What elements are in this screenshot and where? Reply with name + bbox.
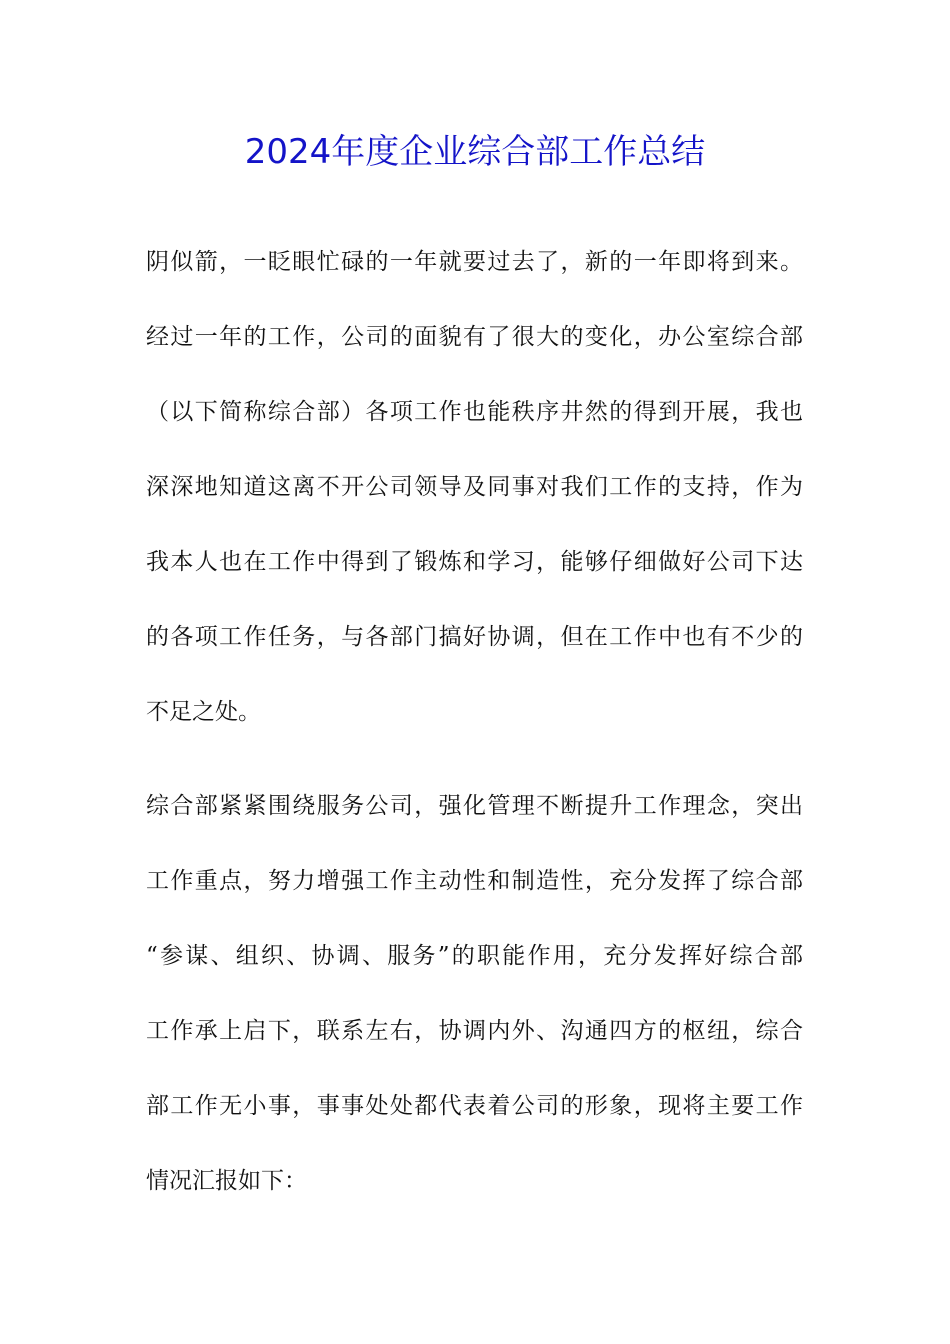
text-line: 部工作无小事，事事处处都代表着公司的形象，现将主要工作 [146,1093,803,1119]
document-title: 2024年度企业综合部工作总结 [244,132,706,172]
text-line: 我本人也在工作中得到了锻炼和学习，能够仔细做好公司下达 [146,549,803,575]
text-line: “参谋、组织、协调、服务”的职能作用，充分发挥好综合部 [146,943,803,969]
text-line: 综合部紧紧围绕服务公司，强化管理不断提升工作理念，突出 [146,793,803,819]
text-line: 的各项工作任务，与各部门搞好协调，但在工作中也有不少的 [146,624,803,650]
text-line: 深深地知道这离不开公司领导及同事对我们工作的支持，作为 [146,474,803,500]
text-line: 经过一年的工作，公司的面貌有了很大的变化，办公室综合部 [146,324,803,350]
text-line: 不足之处。 [146,699,261,725]
text-line: 工作承上启下，联系左右，协调内外、沟通四方的枢纽，综合 [146,1018,803,1044]
text-line: 情况汇报如下： [146,1168,307,1194]
text-line: 阴似箭，一眨眼忙碌的一年就要过去了，新的一年即将到来。 [146,249,803,275]
text-line: （以下简称综合部）各项工作也能秩序井然的得到开展，我也 [146,399,803,425]
text-line: 工作重点，努力增强工作主动性和制造性，充分发挥了综合部 [146,868,803,894]
